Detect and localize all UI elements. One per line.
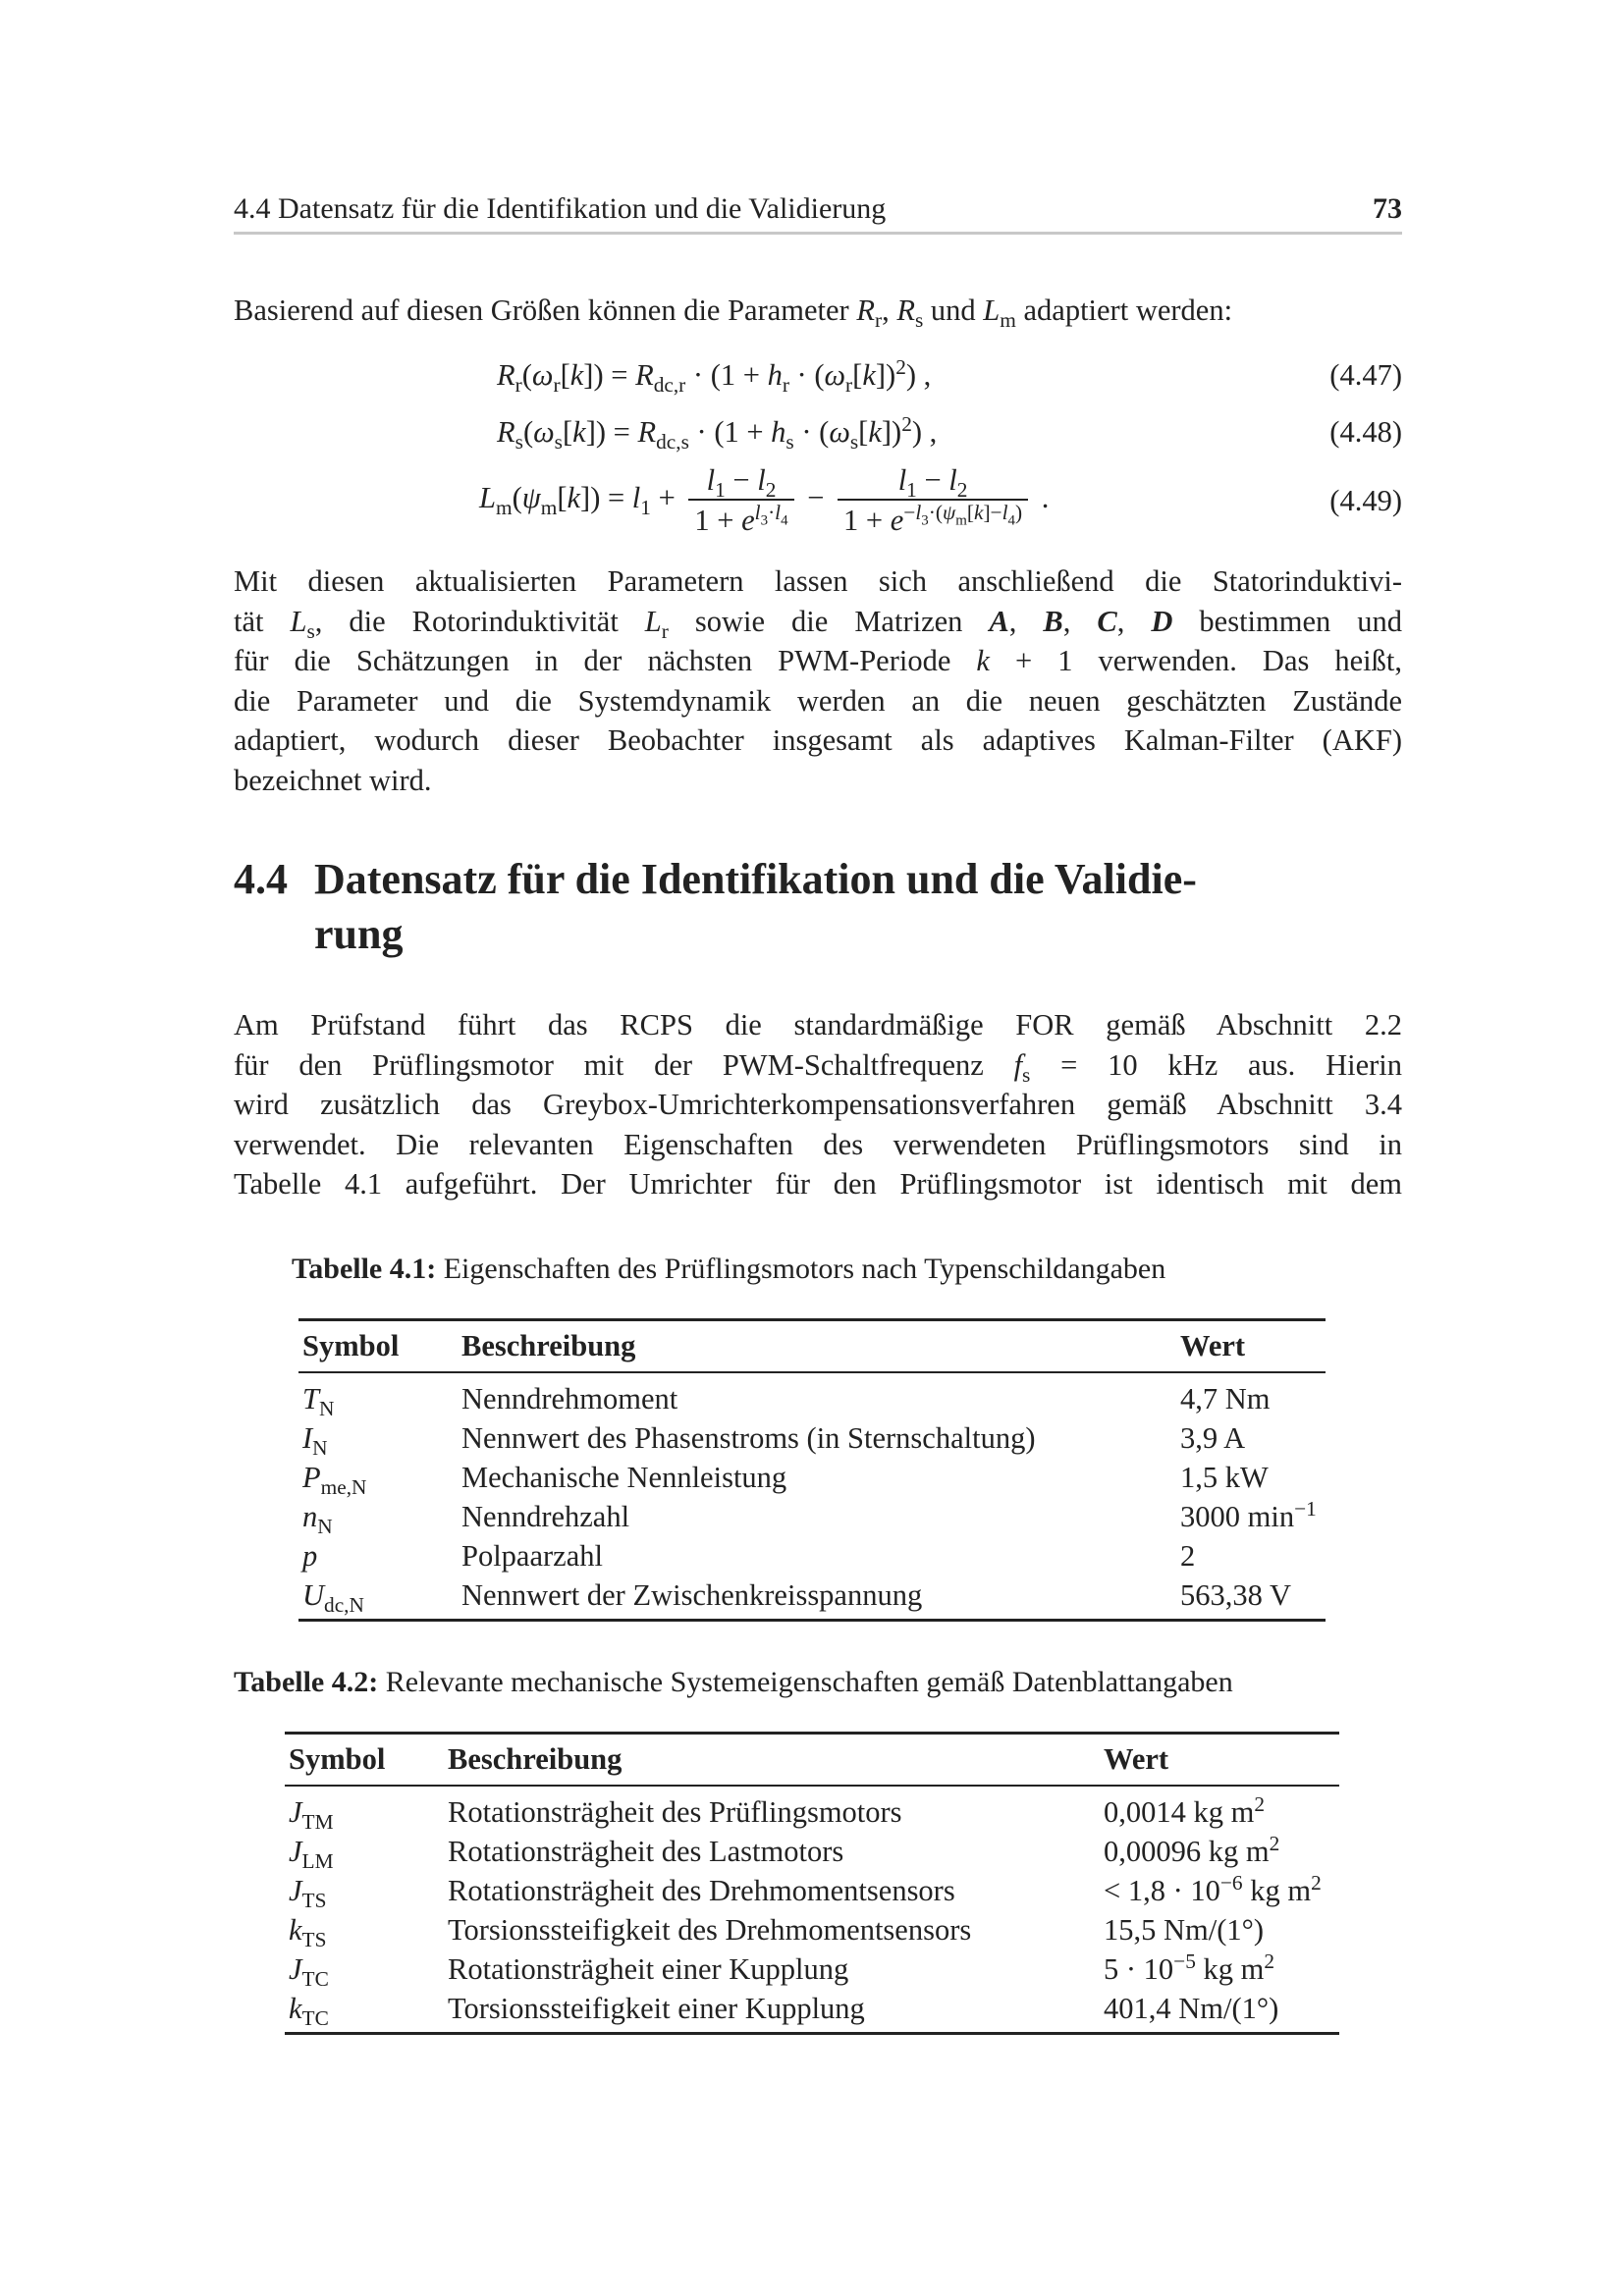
description-cell: Rotationsträgheit des Lastmotors bbox=[448, 1834, 844, 1868]
symbol-cell: $J_{TC}$ bbox=[289, 1951, 329, 1991]
text-line: Mit diesen aktualisierten Parametern lassen sich anschließend die Statorinduktivi- bbox=[234, 564, 1402, 598]
value-cell: 401,4 Nm/(1°) bbox=[1104, 1991, 1279, 2025]
section-heading bbox=[234, 852, 1412, 962]
caption-label: Tabelle 4.2: bbox=[234, 1666, 379, 1698]
symbol-cell: $U_{dc,N}$ bbox=[302, 1577, 364, 1617]
table-header-row bbox=[285, 1734, 1339, 1787]
value-cell: $5 \cdot 10^{-5}$ kg $m^2$ bbox=[1104, 1949, 1275, 1986]
description-cell: Nenndrehmoment bbox=[461, 1381, 678, 1415]
header-rule bbox=[234, 232, 1402, 235]
table-4-1-caption bbox=[292, 1253, 1165, 1286]
equation-4-48: $R_s(\omega_s[k]) = R_{dc,s} \cdot (1 + h_s \cdot (\omega_s[k])^2)$ , bbox=[497, 411, 938, 454]
equation-number: (4.48) bbox=[1329, 415, 1402, 449]
description-cell: Nennwert des Phasenstroms (in Sternschaltung) bbox=[461, 1420, 1036, 1455]
page-number: 73 bbox=[1373, 192, 1402, 225]
table-row bbox=[298, 1418, 1326, 1458]
symbol-cell: $P_{me,N}$ bbox=[302, 1460, 367, 1499]
table-header-row bbox=[298, 1320, 1326, 1373]
table-row bbox=[285, 1910, 1339, 1949]
description-cell: Nennwert der Zwischenkreisspannung bbox=[461, 1577, 923, 1612]
value-cell: 3000 $\min^{-1}$ bbox=[1180, 1496, 1317, 1533]
text-line: tät $L_s$, die Rotorinduktivität $L_r$ sowie die Matrizen A, B, C, D bestimmen und bbox=[234, 604, 1403, 643]
table-4-2-caption bbox=[234, 1666, 1233, 1699]
equation-number: (4.47) bbox=[1329, 358, 1402, 392]
description-cell: Rotationsträgheit einer Kupplung bbox=[448, 1951, 849, 1986]
paragraph-adaptive-kalman bbox=[234, 561, 1402, 800]
description-cell: Rotationsträgheit des Prüflingsmotors bbox=[448, 1794, 902, 1829]
column-header: Wert bbox=[1104, 1742, 1169, 1776]
symbol-cell: $J_{LM}$ bbox=[289, 1834, 334, 1873]
description-cell: Nenndrehzahl bbox=[461, 1499, 630, 1533]
table-row bbox=[285, 1871, 1339, 1910]
text-line: die Parameter und die Systemdynamik werden an die neuen geschätzten Zustände bbox=[234, 683, 1402, 718]
symbol-cell: $J_{TS}$ bbox=[289, 1873, 327, 1912]
table-4-1 bbox=[298, 1318, 1326, 1622]
intro-line: Basierend auf diesen Größen können die Parameter $R_r$, $R_s$ und $L_m$ adaptiert werden: bbox=[234, 294, 1233, 333]
header-title: 4.4 Datensatz für die Identifikation und die Validierung bbox=[234, 192, 887, 225]
caption-text: Eigenschaften des Prüflingsmotors nach Typenschildangaben bbox=[443, 1253, 1166, 1285]
description-cell: Torsionssteifigkeit des Drehmomentsensors bbox=[448, 1912, 972, 1947]
value-cell: 0,00096 kg $m^2$ bbox=[1104, 1831, 1280, 1868]
intro-paragraph bbox=[234, 291, 1402, 331]
value-cell: 2 bbox=[1180, 1538, 1196, 1573]
symbol-cell: p bbox=[302, 1538, 318, 1573]
table-row bbox=[285, 1832, 1339, 1871]
column-header: Symbol bbox=[289, 1742, 386, 1776]
table-row bbox=[285, 1949, 1339, 1989]
symbol-cell: $k_{TC}$ bbox=[289, 1991, 329, 2030]
caption-label: Tabelle 4.1: bbox=[292, 1253, 437, 1285]
value-cell: 4,7 Nm bbox=[1180, 1381, 1271, 1415]
symbol-cell: $J_{TM}$ bbox=[289, 1794, 334, 1834]
value-cell: 0,0014 kg $m^2$ bbox=[1104, 1791, 1266, 1829]
column-header: Symbol bbox=[302, 1329, 400, 1362]
table-row bbox=[298, 1536, 1326, 1575]
value-cell: 1,5 kW bbox=[1180, 1460, 1269, 1494]
section-title-line2: rung bbox=[314, 910, 404, 958]
text-line: wird zusätzlich das Greybox-Umrichterkompensationsverfahren gemäß Abschnitt 3.4 bbox=[234, 1088, 1402, 1121]
equation-4-49: $L_m(\psi_m[k]) = l_1$ + $\frac{l_1 - l_2}{1 + e^{l_3\cdot l_4}}$ − $\frac{l_1 - l_2}{1 + e^{-l_3\cdot(\psi_m[k]-l_4)}}$ . bbox=[479, 461, 1049, 540]
caption-text: Relevante mechanische Systemeigenschaften gemäß Datenblattangaben bbox=[385, 1666, 1233, 1698]
value-cell: 3,9 A bbox=[1180, 1420, 1246, 1455]
table-4-2 bbox=[285, 1732, 1339, 2035]
table-row bbox=[298, 1458, 1326, 1497]
description-cell: Rotationsträgheit des Drehmomentsensors bbox=[448, 1873, 955, 1907]
column-header: Beschreibung bbox=[448, 1742, 623, 1776]
section-title-line1: Datensatz für die Identifikation und die Validie- bbox=[314, 855, 1197, 903]
symbol-cell: $k_{TS}$ bbox=[289, 1912, 327, 1951]
fraction: $\frac{l_1 - l_2}{1 + e^{l_3\cdot l_4}}$ bbox=[688, 461, 793, 540]
column-header: Wert bbox=[1180, 1329, 1246, 1362]
text-line: Tabelle 4.1 aufgeführt. Der Umrichter für den Prüflingsmotor ist identisch mit dem bbox=[234, 1167, 1402, 1201]
value-cell: < $1,8 \cdot 10^{-6}$ kg $m^2$ bbox=[1104, 1870, 1322, 1907]
paragraph-test-bench bbox=[234, 1005, 1402, 1204]
text-line: für den Prüflingsmotor mit der PWM-Schaltfrequenz $f_s = 10$ kHz aus. Hierin bbox=[234, 1047, 1402, 1087]
symbol-cell: $n_N$ bbox=[302, 1499, 333, 1538]
table-row bbox=[285, 1786, 1339, 1832]
table-row bbox=[285, 1989, 1339, 2034]
table-row bbox=[298, 1497, 1326, 1536]
table-row bbox=[298, 1575, 1326, 1621]
fraction: $\frac{l_1 - l_2}{1 + e^{-l_3\cdot(\psi_m[k]-l_4)}}$ bbox=[838, 461, 1028, 540]
symbol-cell: $T_N$ bbox=[302, 1381, 335, 1420]
text-line: für die Schätzungen in der nächsten PWM-Periode k + 1 verwenden. Das heißt, bbox=[234, 644, 1402, 677]
description-cell: Mechanische Nennleistung bbox=[461, 1460, 787, 1494]
text-line: verwendet. Die relevanten Eigenschaften des verwendeten Prüflingsmotors sind in bbox=[234, 1127, 1402, 1161]
symbol-cell: $I_N$ bbox=[302, 1420, 328, 1460]
running-header bbox=[234, 192, 1402, 226]
description-cell: Polpaarzahl bbox=[461, 1538, 603, 1573]
equation-number: (4.49) bbox=[1329, 484, 1402, 517]
section-number: 4.4 bbox=[234, 855, 288, 903]
equation-4-47: $R_r(\omega_r[k]) = R_{dc,r} \cdot (1 + h_r \cdot (\omega_r[k])^2)$ , bbox=[497, 354, 932, 398]
value-cell: 563,38 V bbox=[1180, 1577, 1291, 1612]
description-cell: Torsionssteifigkeit einer Kupplung bbox=[448, 1991, 865, 2025]
text-line: adaptiert, wodurch dieser Beobachter insgesamt als adaptives Kalman-Filter (AKF) bbox=[234, 723, 1402, 757]
table-row bbox=[298, 1372, 1326, 1418]
text-line: bezeichnet wird. bbox=[234, 763, 432, 797]
value-cell: 15,5 Nm/(1°) bbox=[1104, 1912, 1264, 1947]
text-line: Am Prüfstand führt das RCPS die standardmäßige FOR gemäß Abschnitt 2.2 bbox=[234, 1008, 1402, 1041]
column-header: Beschreibung bbox=[461, 1329, 636, 1362]
